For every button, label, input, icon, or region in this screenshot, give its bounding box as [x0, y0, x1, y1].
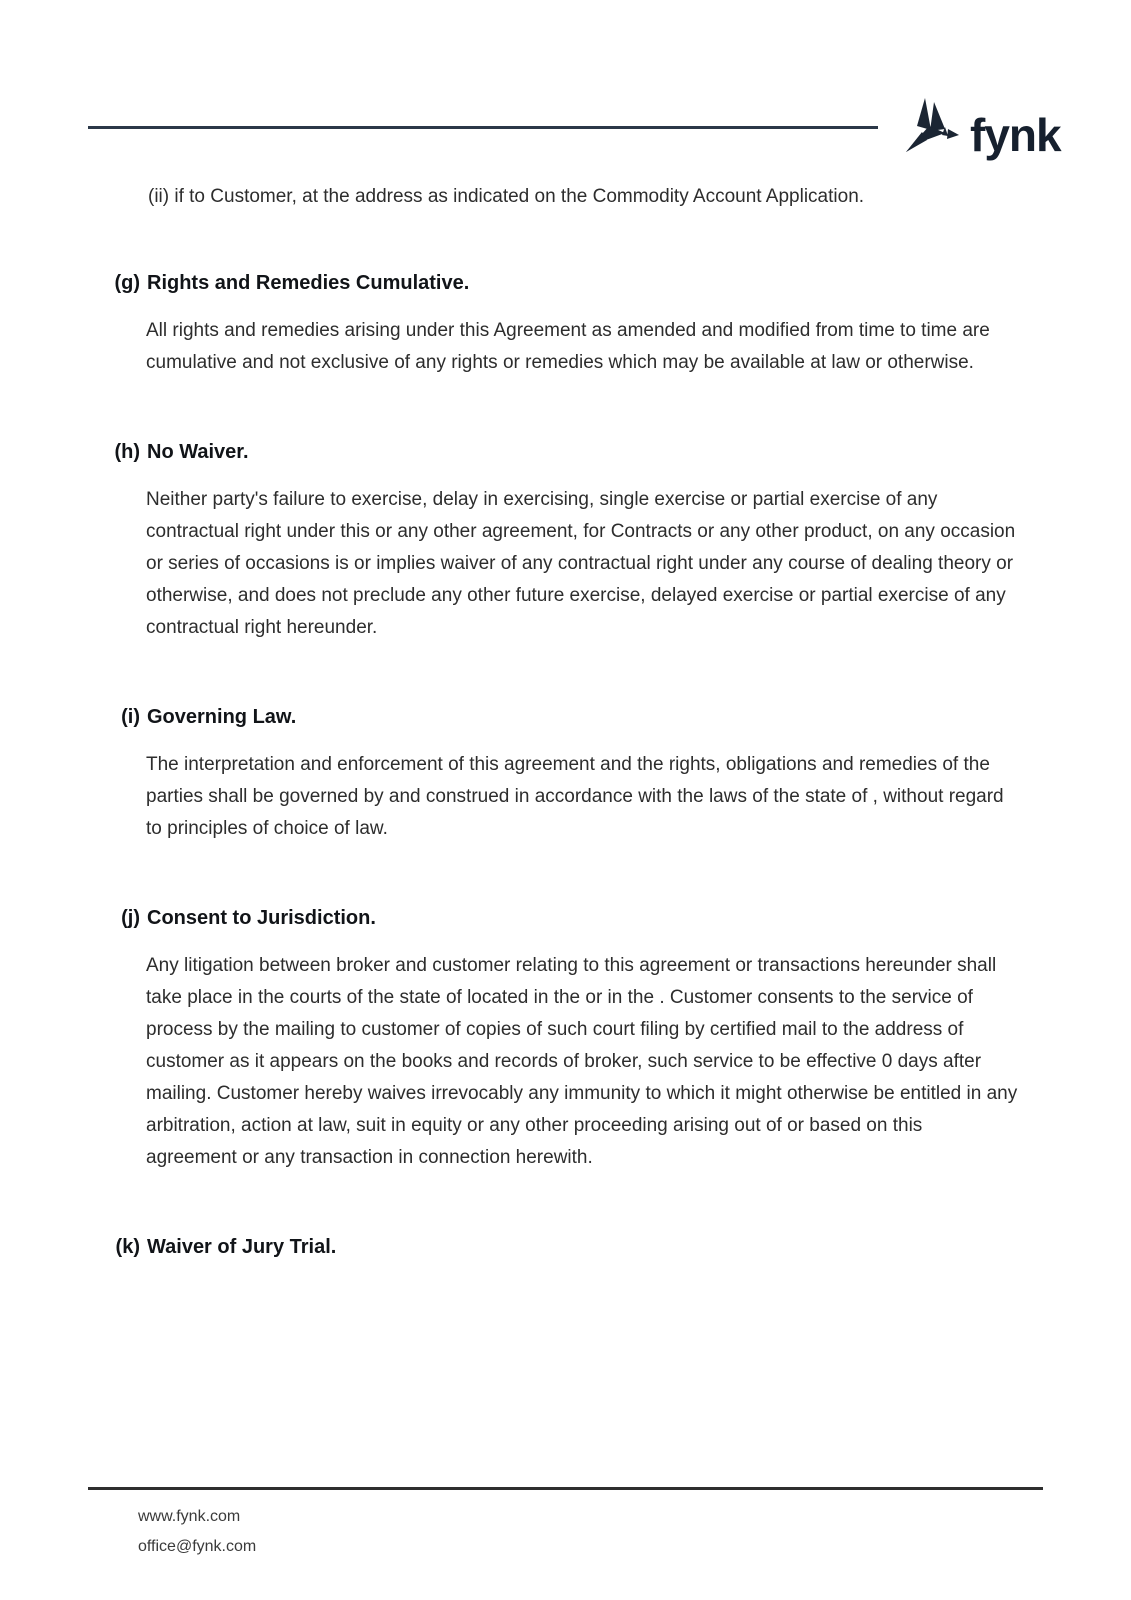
section-marker: (g): [114, 272, 140, 294]
section-h: [0, 439, 1131, 644]
section-title: No Waiver.: [147, 441, 249, 463]
section-title: Rights and Remedies Cumulative.: [147, 272, 470, 294]
section-marker: (j): [121, 907, 140, 929]
section-k: [0, 1234, 1131, 1261]
section-body-text: All rights and remedies arising under this Agreement as amended and modified from time to time are cumulative and not exclusive of any rights or remedies which may be available at law or otherwise.: [146, 320, 990, 373]
section-j: [0, 905, 1131, 1174]
section-title: Governing Law.: [147, 706, 297, 728]
section-i: [0, 704, 1131, 845]
page-header: [0, 0, 1131, 160]
intro-paragraph: (ii) if to Customer, at the address as indicated on the Commodity Account Application.: [148, 186, 865, 207]
section-marker: (i): [121, 706, 140, 728]
section-title: Waiver of Jury Trial.: [147, 1236, 337, 1258]
section-title: Consent to Jurisdiction.: [147, 907, 376, 929]
footer-website: www.fynk.com: [138, 1508, 241, 1525]
section-heading: [0, 270, 1131, 297]
section-g: [0, 270, 1131, 379]
section-body-text: Any litigation between broker and customer relating to this agreement or transactions hereunder shall take place in the courts of the state of located in the or in the . Customer consents to the service of process by the mailing to customer of copies of such court filing by certified mail to the address of customer as it appears on the books and records of broker, such service to be effective 0 days after mailing. Customer hereby waives irrevocably any immunity to which it might otherwise be entitled in any arbitration, action at law, suit in equity or any other proceeding arising out of or based on this agreement or any transaction in connection herewith.: [146, 955, 1018, 1168]
footer: [138, 1502, 256, 1562]
section-heading: [0, 1234, 1131, 1261]
footer-email: office@fynk.com: [138, 1538, 257, 1555]
section-marker: (h): [114, 441, 140, 463]
origami-bird-icon: [898, 96, 962, 164]
footer-divider: [88, 1487, 1043, 1490]
brand-name: fynk: [970, 109, 1061, 161]
section-heading: [0, 704, 1131, 731]
fynk-logo: [898, 96, 1061, 164]
section-heading: [0, 439, 1131, 466]
section-body-text: The interpretation and enforcement of this agreement and the rights, obligations and remedies of the parties shall be governed by and construed in accordance with the laws of the state of , without regard to principles of choice of law.: [146, 754, 1004, 839]
document-body: [0, 160, 1131, 1261]
section-body-text: Neither party's failure to exercise, delay in exercising, single exercise or partial exercise of any contractual right under this or any other agreement, for Contracts or any other product, on any occasion or series of occasions is or implies waiver of any contractual right under any course of dealing theory or otherwise, and does not preclude any other future exercise, delayed exercise or partial exercise of any contractual right hereunder.: [146, 489, 1016, 638]
section-heading: [0, 905, 1131, 932]
header-divider: [88, 126, 878, 129]
section-marker: (k): [115, 1236, 140, 1258]
